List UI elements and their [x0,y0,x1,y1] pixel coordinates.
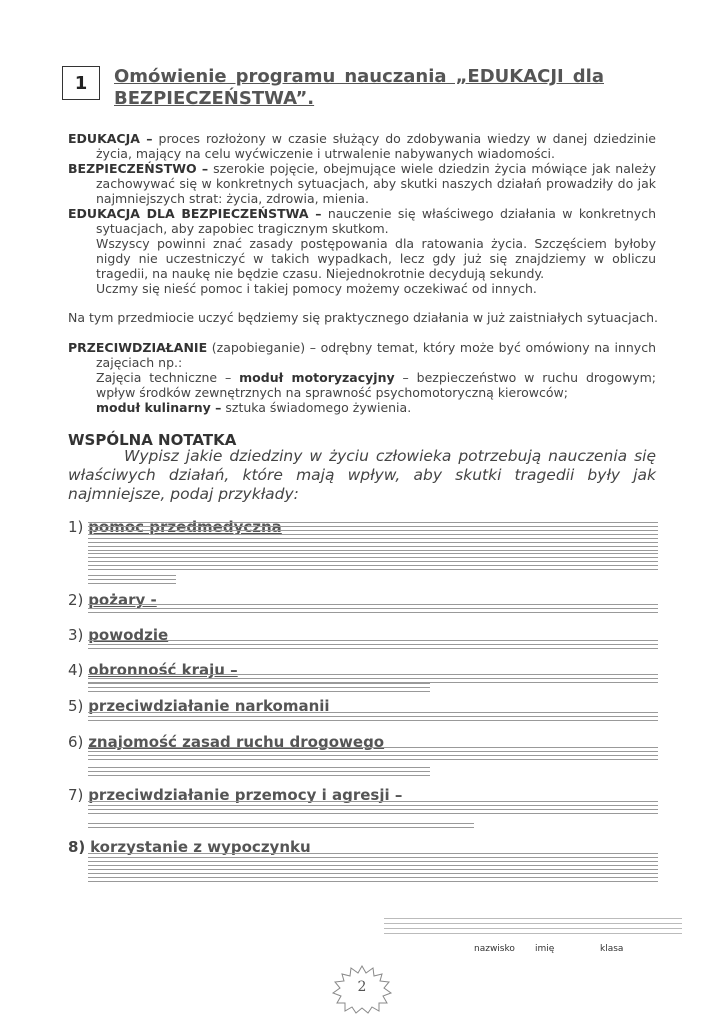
term-bezpieczenstwo: BEZPIECZEŃSTWO – [68,161,209,176]
list-item: 4) obronność kraju – [68,661,238,679]
item-label: obronność kraju – [88,661,238,679]
writing-lines[interactable] [88,604,658,616]
item-label: pomoc przedmedyczna [88,518,282,536]
przeciwdzialanie-block [68,340,656,415]
def-bezpieczenstwo: szerokie pojęcie, obejmujące wiele dziedzin życia mówiące jak należy zachowywać się w konkretnych sytuacjach, aby skutki naszych działań prowadziły do jak najmniejszych strat: życia, zdrowia, mienia. [96,161,657,206]
writing-lines[interactable] [88,522,658,554]
label-imie: imię [535,944,555,954]
list-item: 8) korzystanie z wypoczynku [68,838,311,856]
label-klasa: klasa [600,944,624,954]
przeciw-line1-c: – bezpieczeństwo w ruchu drogowym; wpływ środków zewnętrznych na sprawność psychomotoryczną kierowców; [96,370,656,400]
writing-lines[interactable] [88,553,658,573]
item-label: znajomość zasad ruchu drogowego [88,733,385,751]
item-label: korzystanie z wypoczynku [90,838,311,856]
intro-line: Na tym przedmiocie uczyć będziemy się praktycznego działania w już zaistniałych sytuacjach. [68,310,658,325]
def-edb: nauczenie się właściwego działania w konkretnych sytuacjach, aby zapobiec tragicznym skutkom. [96,206,656,236]
writing-lines[interactable] [88,747,658,763]
item-label: przeciwdziałanie narkomanii [88,697,330,715]
list-item: 2) pożary - [68,591,157,609]
modul-kulinarny: moduł kulinarny – [96,400,222,415]
przeciw-line2-b: sztuka świadomego żywienia. [221,400,412,415]
list-item: 5) przeciwdziałanie narkomanii [68,697,330,715]
page-number: 2 [357,979,367,995]
definition-edukacja [68,131,656,296]
page-title: Omówienie programu nauczania „EDUKACJI dla BEZPIECZEŃSTWA”. [114,66,604,109]
item-label: pożary - [88,591,157,609]
writing-lines[interactable] [88,640,658,652]
writing-lines[interactable] [88,823,474,831]
term-edb: EDUKACJA DLA BEZPIECZEŃSTWA – [68,206,322,221]
term-przeciwdzialanie: PRZECIWDZIAŁANIE [68,340,208,355]
section-number: 1 [62,66,100,100]
def-przeciwdzialanie: (zapobieganie) – odrębny temat, który może być omówiony na innych zajęciach np.: [96,340,656,370]
list-item: 6) znajomość zasad ruchu drogowego [68,733,385,751]
writing-lines[interactable] [88,853,658,885]
notatka-text: Wypisz jakie dziedziny w życiu człowieka potrzebują nauczenia się właściwych działań, które mają wpływ, aby skutki tragedii były jak najmniejsze, podaj przykłady: [68,447,656,503]
writing-lines[interactable] [88,712,658,724]
item-label: przeciwdziałanie przemocy i agresji – [88,786,403,804]
page-number-badge [331,964,393,1014]
edb-paragraph-3: Uczmy się nieść pomoc i takiej pomocy możemy oczekiwać od innych. [96,281,537,296]
list-item: 1) pomoc przedmedyczna [68,518,282,536]
item-label: powodzie [88,626,169,644]
term-edukacja: EDUKACJA – [68,131,153,146]
writing-lines[interactable] [88,801,658,817]
writing-lines[interactable] [88,767,430,779]
signature-lines[interactable] [384,918,682,938]
writing-lines[interactable] [88,575,176,587]
przeciw-line1-a: Zajęcia techniczne – [96,370,240,385]
list-item: 3) powodzie [68,626,169,644]
label-nazwisko: nazwisko [474,944,515,954]
edb-paragraph-2: Wszyscy powinni znać zasady postępowania dla ratowania życia. Szczęściem byłoby nigdy nie uczestniczyć w takich wypadkach, lecz gdy już się znajdziemy w obliczu tragedii, na naukę nie będzie czasu. Niejednokrotnie decydują sekundy. [96,236,656,281]
modul-motoryzacyjny: moduł motoryzacyjny [239,370,395,385]
notatka-heading: WSPÓLNA NOTATKA [68,431,237,449]
list-item: 7) przeciwdziałanie przemocy i agresji – [68,786,403,804]
writing-lines[interactable] [88,683,430,695]
def-edukacja: proces rozłożony w czasie służący do zdobywania wiedzy w danej dziedzinie życia, mający na celu wyćwiczenie i utrwalenie nabywanych wiadomości. [96,131,656,161]
